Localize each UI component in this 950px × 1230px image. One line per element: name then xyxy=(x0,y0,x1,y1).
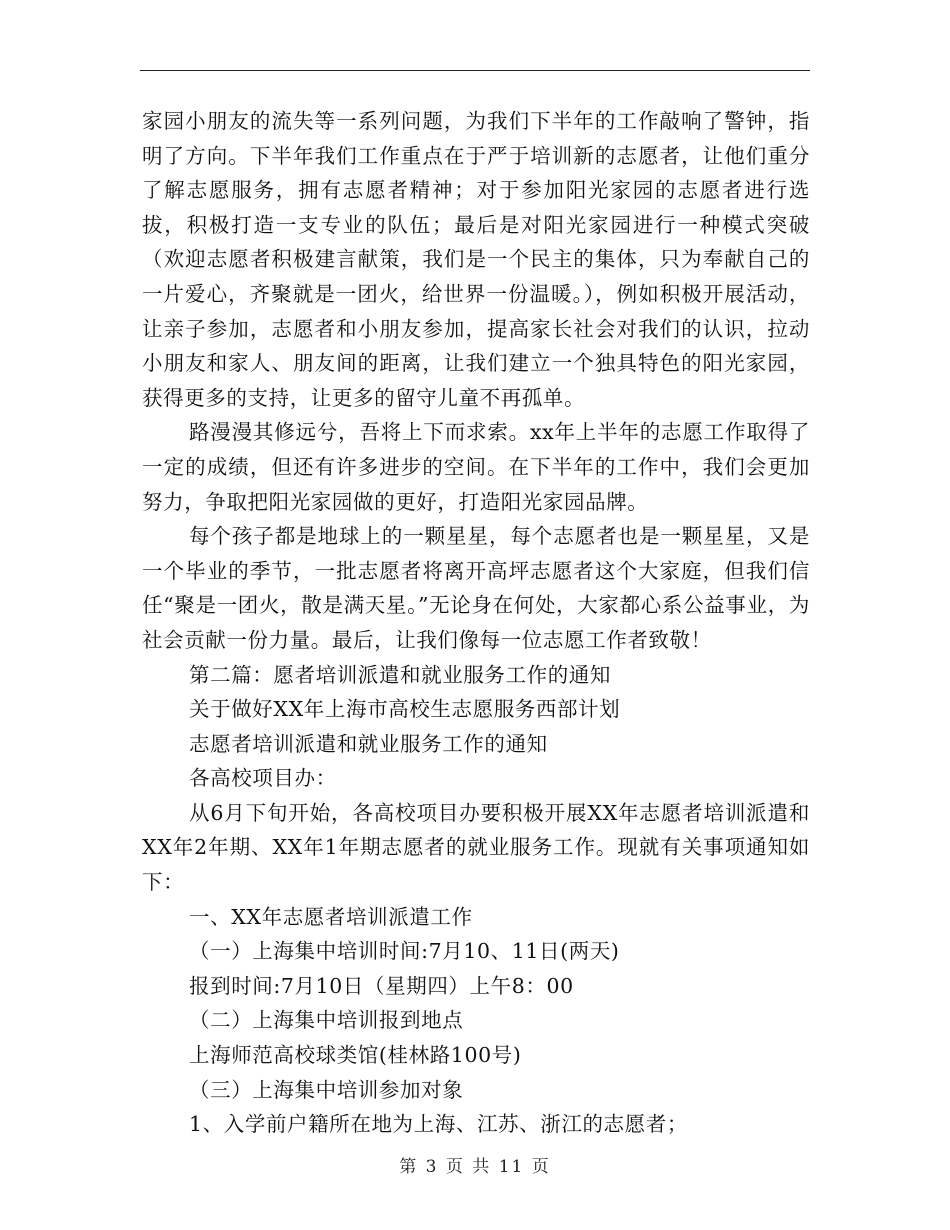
paragraph-3: 每个孩子都是地球上的一颗星星，每个志愿者也是一颗星星，又是一个毕业的季节，一批志愿者将离开高坪志愿者这个大家庭，但我们信任“聚是一团火，散是满天星。”无论身在何处，大家都心系公益事业，为社会贡献一份力量。最后，让我们像每一位志愿工作者致敬！ xyxy=(142,524,810,652)
paragraph-1: 家园小朋友的流失等一系列问题，为我们下半年的工作敲响了警钟，指明了方向。下半年我们工作重点在于严于培训新的志愿者，让他们重分了解志愿服务，拥有志愿者精神；对于参加阳光家园的志愿者进行选拔，积极打造一支专业的队伍；最后是对阳光家园进行一种模式突破（欢迎志愿者积极建言献策，我们是一个民主的集体，只为奉献自己的一片爱心，齐聚就是一团火，给世界一份温暖。），例如积极开展活动，让亲子参加，志愿者和小朋友参加，提高家长社会对我们的认识，拉动小朋友和家人、朋友间的距离，让我们建立一个独具特色的阳光家园，获得更多的支持，让更多的留守儿童不再孤单。 xyxy=(142,109,810,410)
document-body xyxy=(142,104,810,1142)
section-title-2: 第二篇：愿者培训派遣和就业服务工作的通知 xyxy=(189,662,611,687)
paragraph-2: 路漫漫其修远兮，吾将上下而求索。xx年上半年的志愿工作取得了一定的成绩，但还有许多进步的空间。在下半年的工作中，我们会更加努力，争取把阳光家园做的更好，打造阳光家园品牌。 xyxy=(142,420,810,514)
item-training-time: （一）上海集中培训时间:7月10、11日(两天) xyxy=(189,939,620,964)
header-rule xyxy=(140,70,810,71)
item-participants-heading: （三）上海集中培训参加对象 xyxy=(189,1077,464,1102)
salutation: 各高校项目办： xyxy=(189,766,337,791)
page-number-footer: 第 3 页 共 11 页 xyxy=(399,1157,551,1177)
notice-intro: 从6月下旬开始，各高校项目办要积极开展XX年志愿者培训派遣和XX年2年期、XX年1年期志愿者的就业服务工作。现就有关事项通知如下： xyxy=(142,800,810,895)
item-participants-1: 1、入学前户籍所在地为上海、江苏、浙江的志愿者； xyxy=(189,1112,688,1137)
notice-title-line-1: 关于做好XX年上海市高校生志愿服务西部计划 xyxy=(189,697,621,722)
item-training-location-heading: （二）上海集中培训报到地点 xyxy=(189,1008,464,1033)
notice-title-line-2: 志愿者培训派遣和就业服务工作的通知 xyxy=(189,731,548,756)
item-training-location: 上海师范高校球类馆(桂林路100号) xyxy=(189,1043,522,1068)
heading-section-1: 一、XX年志愿者培训派遣工作 xyxy=(189,904,473,929)
item-report-time: 报到时间:7月10日（星期四）上午8：00 xyxy=(189,973,574,998)
